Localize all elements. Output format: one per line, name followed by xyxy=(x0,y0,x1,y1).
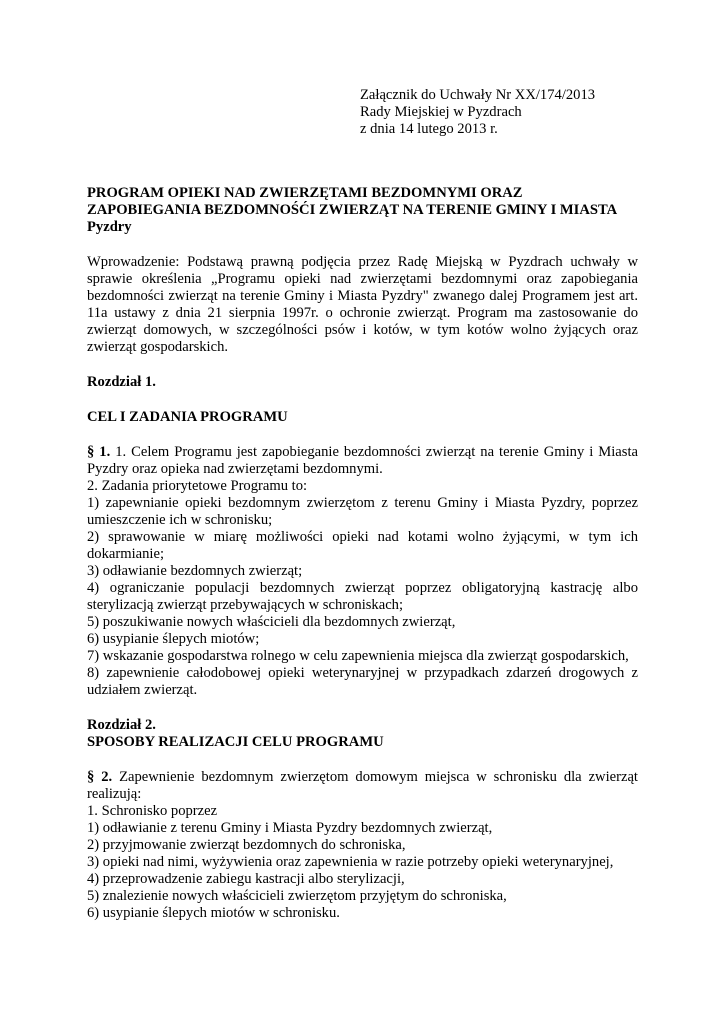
chapter-1-subheading: CEL I ZADANIA PROGRAMU xyxy=(87,409,288,425)
header-line-1: Załącznik do Uchwały Nr XX/174/2013 xyxy=(360,87,596,103)
document-body xyxy=(87,185,638,922)
paragraph-2-text: Zapewnienie bezdomnym zwierzętom domowym miejsca w schronisku dla zwierząt realizują: xyxy=(87,769,638,802)
task-item: 1) zapewnianie opieki bezdomnym zwierzętom z terenu Gminy i Miasta Pyzdry, poprzez umieszczenie ich w schronisku; xyxy=(87,495,638,528)
chapter-2-heading: Rozdział 2. xyxy=(87,717,156,733)
task-item: 2) sprawowanie w miarę możliwości opieki nad kotami wolno żyjącymi, w tym ich dokarmianie; xyxy=(87,529,638,562)
tasks-intro: 2. Zadania priorytetowe Programu to: xyxy=(87,478,308,494)
list-intro: 1. Schronisko poprzez xyxy=(87,803,218,819)
list-item: 1) odławianie z terenu Gminy i Miasta Pyzdry bezdomnych zwierząt, xyxy=(87,820,493,836)
paragraph-2 xyxy=(87,769,638,803)
task-item: 4) ograniczanie populacji bezdomnych zwierząt poprzez obligatoryjną kastrację albo sterylizacją zwierząt przebywających w schroniskach; xyxy=(87,580,638,613)
list-item: 6) usypianie ślepych miotów w schronisku. xyxy=(87,905,340,921)
task-item: 3) odławianie bezdomnych zwierząt; xyxy=(87,563,303,579)
chapter-2-subheading: SPOSOBY REALIZACJI CELU PROGRAMU xyxy=(87,734,384,750)
list-item: 5) znalezienie nowych właścicieli zwierzętom przyjętym do schroniska, xyxy=(87,888,507,904)
chapter-1-heading: Rozdział 1. xyxy=(87,374,156,390)
task-item: 5) poszukiwanie nowych właścicieli dla bezdomnych zwierząt, xyxy=(87,614,456,630)
paragraph-1-text: 1. Celem Programu jest zapobieganie bezdomności zwierząt na terenie Gminy i Miasta Pyzdry oraz opieka nad zwierzętami bezdomnymi. xyxy=(87,444,638,477)
document-title: PROGRAM OPIEKI NAD ZWIERZĘTAMI BEZDOMNYMI ORAZ ZAPOBIEGANIA BEZDOMNOŚĆI ZWIERZĄT NA TERENIE GMINY I MIASTA Pyzdry xyxy=(87,185,617,235)
header-line-3: z dnia 14 lutego 2013 r. xyxy=(360,121,498,137)
paragraph-1 xyxy=(87,444,638,478)
task-item: 7) wskazanie gospodarstwa rolnego w celu zapewnienia miejsca dla zwierząt gospodarskich, xyxy=(87,648,629,664)
task-item: 6) usypianie ślepych miotów; xyxy=(87,631,260,647)
task-item: 8) zapewnienie całodobowej opieki weterynaryjnej w przypadkach zdarzeń drogowych z udziałem zwierząt. xyxy=(87,665,638,698)
paragraph-1-mark: § 1. xyxy=(87,444,111,460)
intro-paragraph: Wprowadzenie: Podstawą prawną podjęcia przez Radę Miejską w Pyzdrach uchwały w sprawie określenia „Programu opieki nad zwierzętami bezdomnymi oraz zapobiegania bezdomności zwierząt na terenie Gminy i Miasta Pyzdry" zwanego dalej Programem jest art. 11a ustawy z dnia 21 sierpnia 1997r. o ochronie zwierząt. Program ma zastosowanie do zwierząt domowych, w szczególności psów i kotów, w tym kotów wolno żyjących oraz zwierząt gospodarskich. xyxy=(87,254,638,355)
list-item: 3) opieki nad nimi, wyżywienia oraz zapewnienia w razie potrzeby opieki weterynaryjnej, xyxy=(87,854,614,870)
attachment-header xyxy=(360,87,660,138)
list-item: 4) przeprowadzenie zabiegu kastracji albo sterylizacji, xyxy=(87,871,405,887)
paragraph-2-mark: § 2. xyxy=(87,769,113,785)
list-item: 2) przyjmowanie zwierząt bezdomnych do schroniska, xyxy=(87,837,406,853)
header-line-2: Rady Miejskiej w Pyzdrach xyxy=(360,104,522,120)
